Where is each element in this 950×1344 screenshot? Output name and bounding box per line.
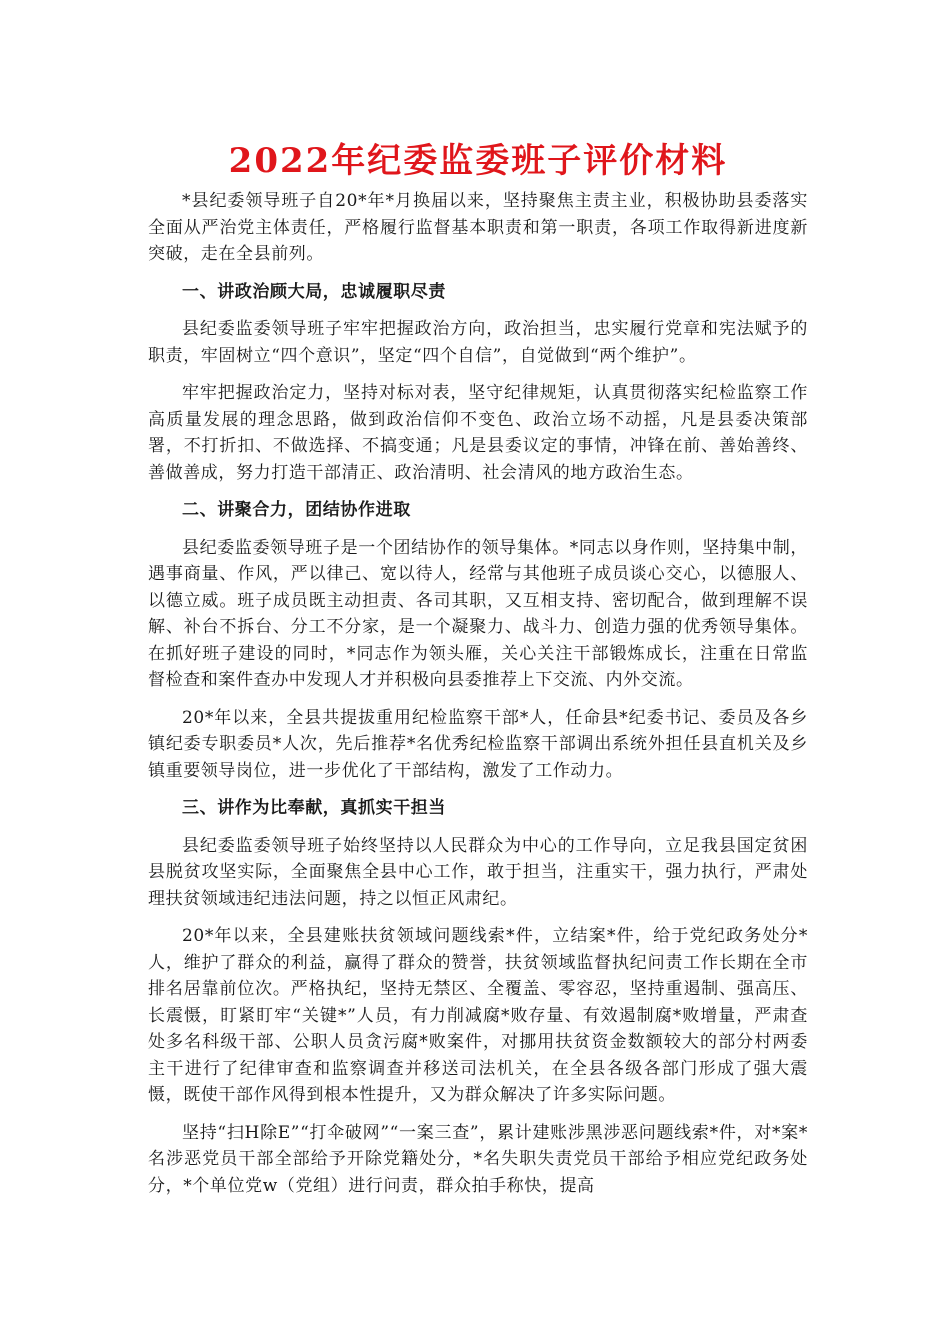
section-1-paragraph: 牢牢把握政治定力，坚持对标对表，坚守纪律规矩，认真贯彻落实纪检监察工作高质量发展的理念思路，做到政治信仰不变色、政治立场不动摇，凡是县委决策部署，不打折扣、不做选择、不搞变通；凡是县委议定的事情，冲锋在前、善始善终、善做善成，努力打造干部清正、政治清明、社会清风的地方政治生态。 [148, 383, 808, 483]
section-heading-2: 二、讲聚合力，团结协作进取 [182, 500, 411, 520]
section-2-paragraph: 县纪委监委领导班子是一个团结协作的领导集体。*同志以身作则，坚持集中制，遇事商量、作风，严以律己、宽以待人，经常与其他班子成员谈心交心，以德服人、以德立威。班子成员既主动担责、各司其职，又互相支持、密切配合，做到理解不误解、补台不拆台、分工不分家，是一个凝聚力、战斗力、创造力强的优秀领导集体。在抓好班子建设的同时，*同志作为领头雁，关心关注干部锻炼成长，注重在日常监督检查和案件查办中发现人才并积极向县委推荐上下交流、内外交流。 [148, 537, 808, 690]
section-3-paragraph: 坚持“扫H除E”“打伞破网”“一案三查”，累计建账涉黑涉恶问题线索*件，对*案*名涉恶党员干部全部给予开除党籍处分，*名失职失责党员干部给予相应党纪政务处分，*个单位党w（党组）进行问责，群众拍手称快，提高 [148, 1122, 808, 1196]
section-2-paragraph: 20*年以来，全县共提拔重用纪检监察干部*人，任命县*纪委书记、委员及各乡镇纪委专职委员*人次，先后推荐*名优秀纪检监察干部调出系统外担任县直机关及乡镇重要领导岗位，进一步优化了干部结构，激发了工作动力。 [148, 707, 808, 781]
section-1-paragraph: 县纪委监委领导班子牢牢把握政治方向，政治担当，忠实履行党章和宪法赋予的职责，牢固树立“四个意识”，坚定“四个自信”，自觉做到“两个维护”。 [148, 319, 808, 366]
intro-paragraph: *县纪委领导班子自20*年*月换届以来，坚持聚焦主责主业，积极协助县委落实全面从严治党主体责任，严格履行监督基本职责和第一职责，各项工作取得新进度新突破，走在全县前列。 [148, 191, 808, 264]
section-3-paragraph: 20*年以来，全县建账扶贫领域问题线索*件，立结案*件，给于党纪政务处分*人，维护了群众的利益，赢得了群众的赞誉，扶贫领域监督执纪问责工作长期在全市排名居靠前位次。严格执纪，坚持无禁区、全覆盖、零容忍，坚持重遏制、强高压、长震慑，盯紧盯牢“关键*”人员，有力削减腐*败存量、有效遏制腐*败增量，严肃查处多名科级干部、公职人员贪污腐*败案件，对挪用扶贫资金数额较大的部分村两委主干进行了纪律审查和监察调查并移送司法机关，在全县各级各部门形成了强大震慑，既使干部作风得到根本性提升，又为群众解决了许多实际问题。 [148, 926, 808, 1105]
section-3-paragraph: 县纪委监委领导班子始终坚持以人民群众为中心的工作导向，立足我县国定贫困县脱贫攻坚实际，全面聚焦全县中心工作，敢于担当，注重实干，强力执行，严肃处理扶贫领域违纪违法问题，持之以恒正风肃纪。 [148, 835, 808, 909]
document-title: 2022年纪委监委班子评价材料 [228, 141, 728, 181]
section-heading-1: 一、讲政治顾大局，忠诚履职尽责 [182, 281, 446, 302]
document-body [148, 140, 808, 1210]
section-heading-3: 三、讲作为比奉献，真抓实干担当 [182, 798, 446, 818]
